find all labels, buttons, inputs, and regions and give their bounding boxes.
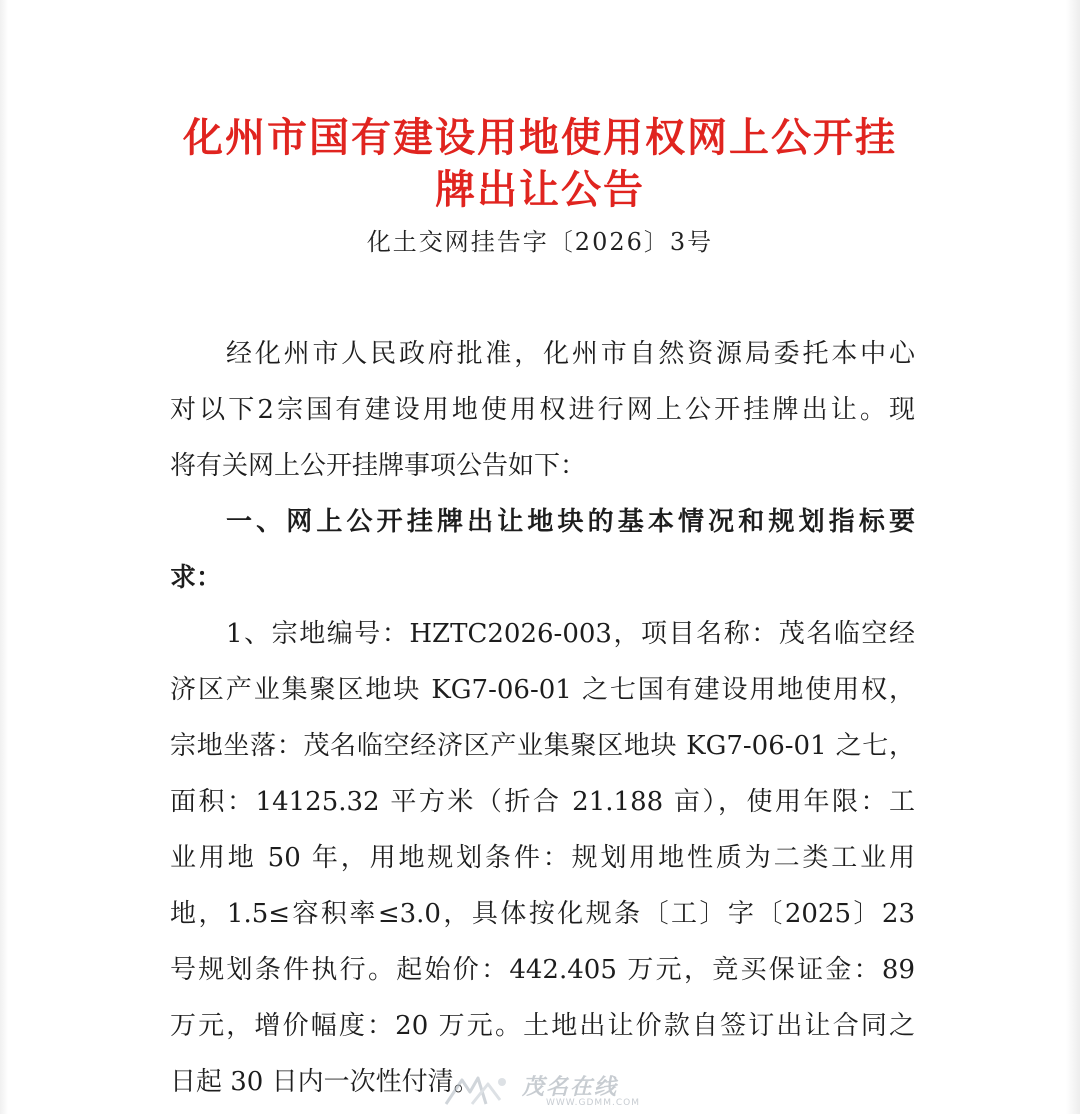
- parcel-line-2: 济区产业集聚区地块 KG7-06-01 之七国有建设用地使用权，: [170, 675, 915, 705]
- paragraph-intro-line-3: 将有关网上公开挂牌事项公告如下：: [170, 451, 587, 481]
- parcel-line-5: 业用地 50 年，用地规划条件：规划用地性质为二类工业用: [170, 843, 915, 873]
- document-title-line-2: 牌出让公告: [435, 167, 645, 213]
- watermark-url: WWW.GDMM.COM: [546, 1098, 640, 1108]
- paragraph-intro-line-2: 对以下2宗国有建设用地使用权进行网上公开挂牌出让。现: [170, 395, 915, 425]
- section-heading-line-1: 一、网上公开挂牌出让地块的基本情况和规划指标要: [226, 507, 915, 537]
- page-edge-left: [0, 0, 8, 1114]
- document-number: 化土交网挂告字〔2026〕3号: [366, 228, 714, 256]
- document-title-line-1: 化州市国有建设用地使用权网上公开挂: [183, 115, 897, 161]
- page-edge-right: [1066, 0, 1080, 1114]
- watermark-text: 茂名在线: [522, 1075, 619, 1100]
- parcel-line-9: 日起 30 日内一次性付清。: [170, 1067, 480, 1097]
- parcel-line-3: 宗地坐落：茂名临空经济区产业集聚区地块 KG7-06-01 之七，: [170, 731, 915, 761]
- parcel-line-6: 地，1.5≤容积率≤3.0，具体按化规条〔工〕字〔2025〕23: [170, 899, 915, 929]
- section-heading-line-2: 求：: [170, 563, 223, 593]
- parcel-line-1: 1、宗地编号：HZTC2026-003，项目名称：茂名临空经: [226, 619, 915, 649]
- parcel-line-7: 号规划条件执行。起始价：442.405 万元，竞买保证金：89: [170, 955, 915, 985]
- parcel-line-4: 面积：14125.32 平方米（折合 21.188 亩），使用年限：工: [170, 787, 915, 817]
- paragraph-intro-line-1: 经化州市人民政府批准，化州市自然资源局委托本中心: [226, 339, 915, 369]
- parcel-line-8: 万元，增价幅度：20 万元。土地出让价款自签订出让合同之: [170, 1011, 915, 1041]
- gdmm-logo-icon: [442, 1074, 512, 1110]
- watermark: [442, 1068, 642, 1112]
